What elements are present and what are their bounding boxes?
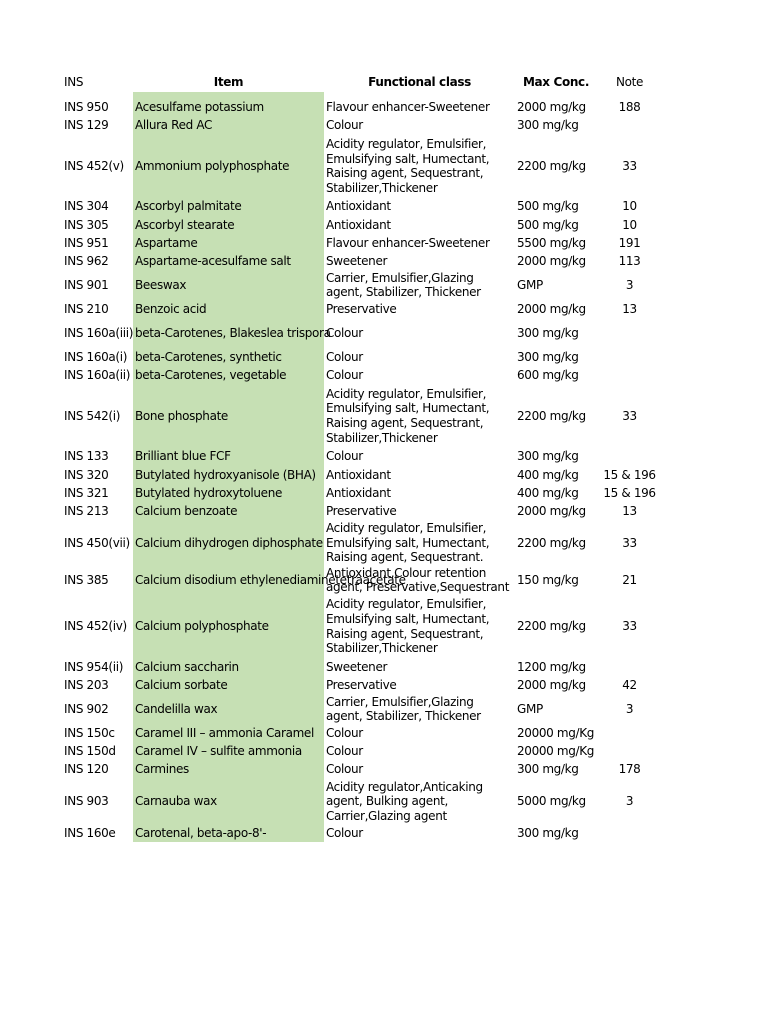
item-cell: Aspartame-acesulfame salt [133, 252, 324, 270]
table-row [62, 676, 662, 694]
item-cell: Calcium saccharin [133, 658, 324, 676]
table-row [62, 271, 662, 300]
max-conc-cell: 5000 mg/kg [517, 794, 586, 809]
ins-cell: INS 542(i) [64, 408, 121, 423]
max-conc-cell: 300 mg/kg [517, 118, 579, 133]
note-cell: 178 [618, 762, 641, 777]
table-row [62, 135, 662, 198]
max-conc-cell: 500 mg/kg [517, 199, 579, 214]
max-conc-cell: 400 mg/kg [517, 485, 579, 500]
item-cell: Butylated hydroxytoluene [133, 484, 324, 502]
header-max-conc: Max Conc. [522, 74, 590, 89]
item-cell: Caramel III – ammonia Caramel [133, 724, 324, 742]
functional-class-cell: Preservative [326, 504, 397, 519]
ins-cell: INS 951 [64, 236, 109, 251]
item-cell: Calcium sorbate [133, 676, 324, 694]
max-conc-cell: GMP [517, 702, 543, 717]
functional-class-cell: Colour [326, 762, 363, 777]
max-conc-cell: 2000 mg/kg [517, 99, 586, 114]
note-cell: 3 [625, 794, 634, 809]
ins-cell: INS 160a(ii) [64, 368, 131, 382]
ins-cell: INS 120 [64, 762, 109, 777]
ins-cell: INS 129 [64, 118, 109, 133]
note-cell [597, 824, 662, 842]
ins-cell: INS 954(ii) [64, 659, 124, 674]
functional-class-cell: Carrier, Emulsifier,Glazing agent, Stabilizer, Thickener [326, 694, 481, 724]
ins-cell: INS 160a(i) [64, 349, 128, 364]
table-row [62, 658, 662, 676]
ins-cell: INS 320 [64, 467, 109, 482]
functional-class-cell: Colour [326, 744, 363, 759]
item-cell: Allura Red AC [133, 116, 324, 134]
table-row [62, 348, 662, 366]
item-cell: Calcium benzoate [133, 502, 324, 520]
item-cell: Caramel IV – sulfite ammonia [133, 742, 324, 760]
functional-class-cell: Antioxidant [326, 217, 391, 232]
item-cell: Calcium polyphosphate [133, 595, 324, 658]
functional-class-cell: Colour [326, 725, 363, 740]
table-row [62, 761, 662, 779]
ins-cell: INS 450(vii) [64, 535, 130, 550]
note-cell: 13 [622, 504, 637, 519]
note-cell [597, 348, 662, 366]
functional-class-cell: Sweetener [326, 659, 388, 674]
ins-cell: INS 150c [64, 725, 115, 740]
functional-class-cell: Colour [326, 325, 363, 340]
item-cell: beta-Carotenes, synthetic [133, 348, 324, 366]
item-cell: Candelilla wax [133, 695, 324, 724]
functional-class-cell: Colour [326, 118, 363, 133]
functional-class-cell: Colour [326, 368, 363, 382]
item-cell: Calcium dihydrogen diphosphate [133, 521, 324, 566]
ins-cell: INS 385 [64, 573, 109, 588]
note-cell: 10 [622, 199, 637, 214]
table-body [62, 92, 662, 842]
note-cell: 188 [618, 99, 641, 114]
table-row [62, 779, 662, 824]
note-cell [597, 318, 662, 347]
item-cell: Ascorbyl palmitate [133, 198, 324, 216]
ins-cell: INS 203 [64, 678, 109, 693]
table-row [62, 98, 662, 116]
item-cell: Ammonium polyphosphate [133, 135, 324, 198]
item-cell: Acesulfame potassium [133, 98, 324, 116]
table-row [62, 318, 662, 347]
ins-cell: INS 160e [64, 825, 116, 840]
table-row [62, 198, 662, 216]
max-conc-cell: 300 mg/kg [517, 325, 579, 340]
max-conc-cell: GMP [517, 278, 543, 293]
table-row [62, 234, 662, 252]
note-cell: 191 [618, 236, 641, 251]
table-row [62, 724, 662, 742]
functional-class-cell: Colour [326, 825, 363, 840]
max-conc-cell: 20000 mg/Kg [517, 744, 594, 759]
max-conc-cell: 300 mg/kg [517, 825, 579, 840]
max-conc-cell: 5500 mg/kg [517, 236, 586, 251]
functional-class-cell: Preservative [326, 302, 397, 317]
functional-class-cell: Antioxidant [326, 467, 391, 482]
functional-class-cell: Flavour enhancer-Sweetener [326, 236, 490, 251]
table-row [62, 116, 662, 134]
max-conc-cell: 2200 mg/kg [517, 408, 586, 423]
header-note: Note [615, 74, 643, 89]
functional-class-cell: Acidity regulator, Emulsifier, Emulsifying salt, Humectant, Raising agent, Sequestrant. [326, 521, 490, 565]
functional-class-cell: Flavour enhancer-Sweetener [326, 99, 490, 114]
note-cell: 21 [622, 573, 637, 588]
table-row [62, 384, 662, 447]
food-additives-table [62, 72, 662, 842]
max-conc-cell: 2000 mg/kg [517, 504, 586, 519]
max-conc-cell: 300 mg/kg [517, 449, 579, 464]
item-cell: Calcium disodium ethylenediaminetetraacetate [133, 566, 324, 595]
item-cell: Beeswax [133, 271, 324, 300]
functional-class-cell: Colour [326, 349, 363, 364]
note-cell [597, 658, 662, 676]
ins-cell: INS 902 [64, 702, 109, 717]
ins-cell: INS 452(v) [64, 158, 124, 173]
ins-cell: INS 150d [64, 744, 116, 759]
max-conc-cell: 20000 mg/Kg [517, 725, 594, 740]
table-row [62, 595, 662, 658]
header-row [62, 72, 662, 92]
ins-cell: INS 133 [64, 449, 109, 464]
ins-cell: INS 903 [64, 794, 109, 809]
ins-cell: INS 210 [64, 302, 109, 317]
header-item: Item [213, 74, 244, 89]
table-row [62, 502, 662, 520]
note-cell: 10 [622, 217, 637, 232]
item-cell: Aspartame [133, 234, 324, 252]
item-cell: beta-Carotenes, Blakeslea trispora [133, 318, 324, 347]
ins-cell: INS 452(iv) [64, 619, 127, 634]
ins-cell: INS 321 [64, 485, 109, 500]
table-row [62, 447, 662, 465]
table-row [62, 484, 662, 502]
note-cell: 42 [622, 678, 637, 693]
note-cell [597, 366, 662, 384]
note-cell: 15 & 196 [603, 485, 656, 500]
ins-cell: INS 962 [64, 254, 109, 269]
note-cell: 33 [622, 535, 637, 550]
max-conc-cell: 2000 mg/kg [517, 678, 586, 693]
max-conc-cell: 150 mg/kg [517, 573, 579, 588]
header-functional-class: Functional class [368, 74, 471, 89]
note-cell: 3 [625, 278, 634, 293]
ins-cell: INS 160a(iii) [64, 325, 134, 340]
table-row [62, 252, 662, 270]
max-conc-cell: 2000 mg/kg [517, 302, 586, 317]
ins-cell: INS 305 [64, 217, 109, 232]
ins-cell: INS 901 [64, 278, 109, 293]
item-cell: Brilliant blue FCF [133, 447, 324, 465]
functional-class-cell: Antioxidant [326, 199, 391, 214]
item-cell: beta-Carotenes, vegetable [133, 366, 324, 384]
ins-cell: INS 950 [64, 99, 109, 114]
note-cell: 33 [622, 158, 637, 173]
table-row [62, 366, 662, 384]
functional-class-cell: Colour [326, 449, 363, 464]
functional-class-cell: Sweetener [326, 254, 388, 269]
item-cell: Carmines [133, 761, 324, 779]
item-cell: Ascorbyl stearate [133, 216, 324, 234]
table-row [62, 521, 662, 566]
table-row [62, 216, 662, 234]
note-cell: 33 [622, 408, 637, 423]
ins-cell: INS 304 [64, 199, 109, 214]
note-cell [597, 447, 662, 465]
max-conc-cell: 2200 mg/kg [517, 619, 586, 634]
item-cell: Benzoic acid [133, 300, 324, 318]
note-cell: 15 & 196 [603, 467, 656, 482]
table-row [62, 566, 662, 595]
max-conc-cell: 400 mg/kg [517, 467, 579, 482]
functional-class-cell: Preservative [326, 678, 397, 693]
note-cell [597, 724, 662, 742]
functional-class-cell: Antioxidant [326, 485, 391, 500]
functional-class-cell: Acidity regulator,Anticaking agent, Bulking agent, Carrier,Glazing agent [326, 779, 483, 823]
item-cell: Bone phosphate [133, 384, 324, 447]
max-conc-cell: 1200 mg/kg [517, 659, 586, 674]
note-cell: 113 [618, 254, 641, 269]
table-row [62, 466, 662, 484]
max-conc-cell: 300 mg/kg [517, 349, 579, 364]
max-conc-cell: 2200 mg/kg [517, 158, 586, 173]
note-cell: 3 [625, 702, 634, 717]
functional-class-cell: Carrier, Emulsifier,Glazing agent, Stabilizer, Thickener [326, 270, 481, 300]
header-ins: INS [64, 74, 84, 89]
ins-cell: INS 213 [64, 504, 109, 519]
max-conc-cell: 2000 mg/kg [517, 254, 586, 269]
note-cell [597, 742, 662, 760]
table-row [62, 695, 662, 724]
max-conc-cell: 2200 mg/kg [517, 535, 586, 550]
max-conc-cell: 500 mg/kg [517, 217, 579, 232]
table-row [62, 824, 662, 842]
functional-class-cell: Acidity regulator, Emulsifier, Emulsifying salt, Humectant, Raising agent, Sequestrant, Stabilizer,Thickener [326, 136, 490, 195]
functional-class-cell: Acidity regulator, Emulsifier, Emulsifying salt, Humectant, Raising agent, Sequestrant, Stabilizer,Thickener [326, 597, 490, 656]
table-row [62, 742, 662, 760]
max-conc-cell: 600 mg/kg [517, 368, 579, 382]
item-cell: Carnauba wax [133, 779, 324, 824]
max-conc-cell: 300 mg/kg [517, 762, 579, 777]
item-cell: Carotenal, beta-apo-8'- [133, 824, 324, 842]
functional-class-cell: Antioxidant,Colour retention agent, Preservative,Sequestrant [326, 565, 510, 595]
item-cell: Butylated hydroxyanisole (BHA) [133, 466, 324, 484]
functional-class-cell: Acidity regulator, Emulsifier, Emulsifying salt, Humectant, Raising agent, Sequestrant, Stabilizer,Thickener [326, 386, 490, 445]
note-cell: 13 [622, 302, 637, 317]
note-cell: 33 [622, 619, 637, 634]
table-row [62, 300, 662, 318]
note-cell [597, 116, 662, 134]
